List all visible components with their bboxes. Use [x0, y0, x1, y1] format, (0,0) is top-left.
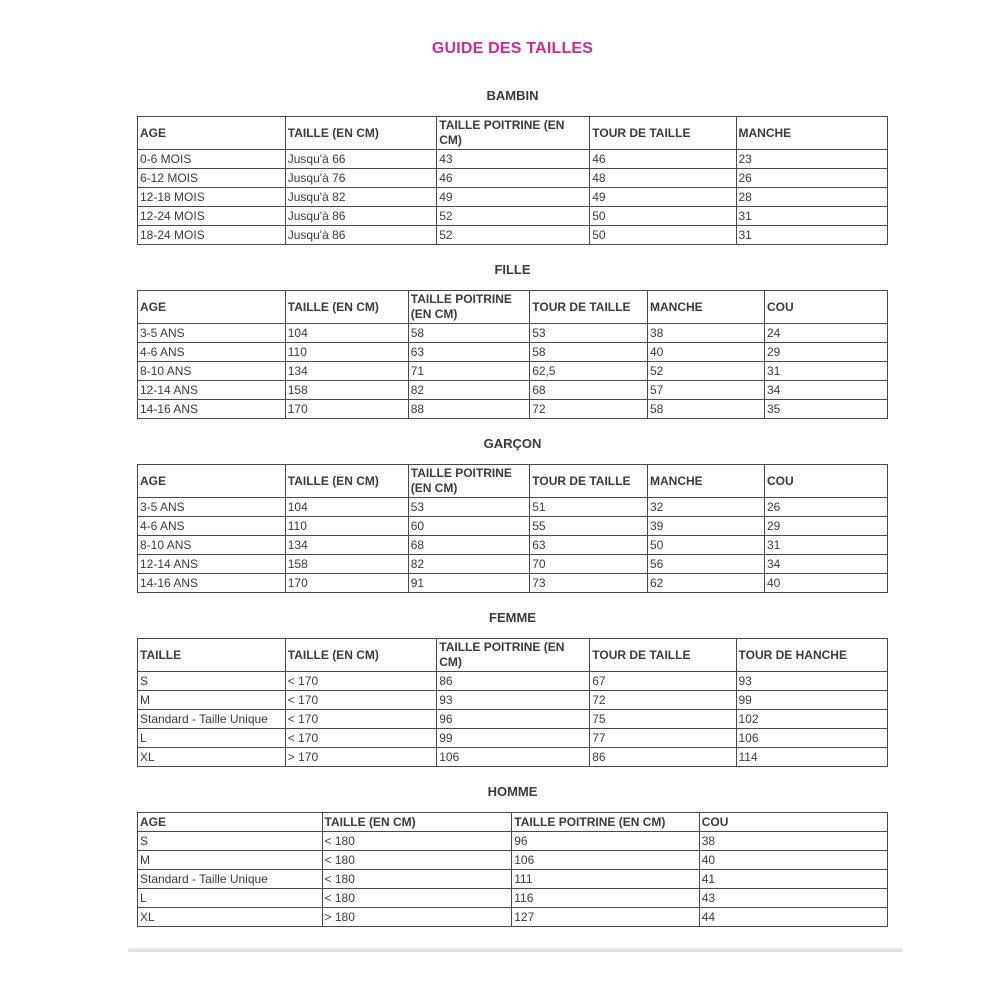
table-cell: M	[138, 851, 323, 870]
column-header: TOUR DE TAILLE	[590, 117, 736, 150]
column-header: TAILLE POITRINE (EN CM)	[408, 291, 530, 324]
table-cell: 39	[648, 517, 765, 536]
table-cell: 52	[648, 362, 765, 381]
table-cell: 88	[408, 400, 530, 419]
table-cell: 40	[765, 574, 888, 593]
table-cell: 63	[408, 343, 530, 362]
table-cell: < 180	[322, 889, 512, 908]
page-title: GUIDE DES TAILLES	[431, 40, 594, 57]
table-cell: 82	[408, 381, 530, 400]
column-header: COU	[765, 291, 888, 324]
table-cell: 41	[699, 870, 887, 889]
table-cell: 23	[736, 150, 888, 169]
table-cell: 40	[699, 851, 887, 870]
table-cell: 8-10 ANS	[138, 536, 286, 555]
table-row	[138, 400, 888, 419]
table-row	[138, 889, 888, 908]
table-cell: 86	[437, 672, 590, 691]
table-cell: 31	[765, 536, 888, 555]
table-cell: 170	[285, 574, 408, 593]
size-table	[137, 812, 888, 927]
table-cell: 62,5	[530, 362, 648, 381]
table-cell: 99	[437, 729, 590, 748]
column-header: TOUR DE TAILLE	[590, 639, 736, 672]
table-cell: > 180	[322, 908, 512, 927]
column-header: MANCHE	[648, 465, 765, 498]
size-table	[137, 638, 888, 767]
table-cell: XL	[138, 908, 323, 927]
column-header: COU	[765, 465, 888, 498]
table-row	[138, 169, 888, 188]
table-cell: < 170	[285, 672, 437, 691]
table-cell: 6-12 MOIS	[138, 169, 286, 188]
table-cell: 50	[648, 536, 765, 555]
table-cell: 29	[765, 343, 888, 362]
table-row	[138, 748, 888, 767]
table-cell: 14-16 ANS	[138, 400, 286, 419]
size-guide-section	[137, 89, 888, 245]
table-row	[138, 188, 888, 207]
table-cell: 127	[512, 908, 700, 927]
table-cell: 26	[736, 169, 888, 188]
table-cell: 110	[285, 517, 408, 536]
table-row	[138, 870, 888, 889]
table-cell: XL	[138, 748, 286, 767]
table-cell: 24	[765, 324, 888, 343]
table-cell: 111	[512, 870, 700, 889]
table-cell: 110	[285, 343, 408, 362]
table-cell: 63	[530, 536, 648, 555]
table-header-row	[138, 639, 888, 672]
table-cell: 29	[765, 517, 888, 536]
table-row	[138, 851, 888, 870]
table-cell: 12-14 ANS	[138, 381, 286, 400]
table-cell: 58	[530, 343, 648, 362]
section-heading: FEMME	[489, 610, 536, 625]
column-header: MANCHE	[736, 117, 888, 150]
table-cell: 49	[590, 188, 736, 207]
table-row	[138, 381, 888, 400]
table-cell: 3-5 ANS	[138, 324, 286, 343]
table-cell: 170	[285, 400, 408, 419]
table-cell: 46	[590, 150, 736, 169]
table-cell: 40	[648, 343, 765, 362]
size-table	[137, 464, 888, 593]
table-cell: 96	[512, 832, 700, 851]
table-row	[138, 832, 888, 851]
table-cell: 68	[408, 536, 530, 555]
column-header: TOUR DE TAILLE	[530, 465, 648, 498]
table-cell: 106	[437, 748, 590, 767]
table-row	[138, 324, 888, 343]
table-cell: 38	[648, 324, 765, 343]
table-row	[138, 150, 888, 169]
column-header: AGE	[138, 465, 286, 498]
table-cell: 50	[590, 226, 736, 245]
column-header: TOUR DE TAILLE	[530, 291, 648, 324]
table-row	[138, 536, 888, 555]
table-cell: Jusqu'à 66	[285, 150, 437, 169]
table-cell: S	[138, 672, 286, 691]
column-header: TAILLE POITRINE (EN CM)	[437, 639, 590, 672]
table-row	[138, 691, 888, 710]
table-row	[138, 908, 888, 927]
table-cell: 134	[285, 362, 408, 381]
column-header: TOUR DE HANCHE	[736, 639, 888, 672]
table-cell: < 180	[322, 870, 512, 889]
table-cell: 3-5 ANS	[138, 498, 286, 517]
table-cell: 106	[736, 729, 888, 748]
table-cell: < 170	[285, 710, 437, 729]
table-cell: 28	[736, 188, 888, 207]
size-guide-section	[137, 437, 888, 593]
table-cell: < 170	[285, 691, 437, 710]
table-cell: Jusqu'à 86	[285, 226, 437, 245]
table-row	[138, 207, 888, 226]
column-header: TAILLE (EN CM)	[285, 639, 437, 672]
table-cell: 71	[408, 362, 530, 381]
table-cell: 67	[590, 672, 736, 691]
table-cell: 73	[530, 574, 648, 593]
table-cell: 52	[437, 226, 590, 245]
table-cell: M	[138, 691, 286, 710]
table-cell: L	[138, 729, 286, 748]
size-guide-section	[137, 611, 888, 767]
table-row	[138, 343, 888, 362]
table-cell: < 180	[322, 832, 512, 851]
table-cell: 158	[285, 381, 408, 400]
table-cell: 114	[736, 748, 888, 767]
table-cell: 60	[408, 517, 530, 536]
column-header: TAILLE POITRINE (EN CM)	[437, 117, 590, 150]
table-cell: 32	[648, 498, 765, 517]
column-header: TAILLE POITRINE (EN CM)	[408, 465, 530, 498]
table-cell: 72	[590, 691, 736, 710]
table-row	[138, 517, 888, 536]
table-cell: Jusqu'à 82	[285, 188, 437, 207]
size-table	[137, 116, 888, 245]
table-cell: Standard - Taille Unique	[138, 870, 323, 889]
table-cell: 35	[765, 400, 888, 419]
column-header: COU	[699, 813, 887, 832]
table-cell: 31	[736, 207, 888, 226]
size-guide-content	[137, 0, 888, 952]
section-heading: HOMME	[487, 784, 538, 799]
table-cell: 4-6 ANS	[138, 343, 286, 362]
table-cell: 12-24 MOIS	[138, 207, 286, 226]
table-cell: 43	[437, 150, 590, 169]
table-cell: 44	[699, 908, 887, 927]
table-cell: 93	[437, 691, 590, 710]
size-guide-section	[137, 263, 888, 419]
table-row	[138, 362, 888, 381]
column-header: AGE	[138, 117, 286, 150]
column-header: TAILLE (EN CM)	[322, 813, 512, 832]
column-header: AGE	[138, 291, 286, 324]
table-cell: 57	[648, 381, 765, 400]
table-cell: 53	[530, 324, 648, 343]
table-cell: 158	[285, 555, 408, 574]
table-cell: 34	[765, 555, 888, 574]
table-cell: 34	[765, 381, 888, 400]
table-cell: Jusqu'à 76	[285, 169, 437, 188]
table-row	[138, 574, 888, 593]
bottom-divider	[128, 948, 903, 952]
table-cell: 14-16 ANS	[138, 574, 286, 593]
column-header: TAILLE	[138, 639, 286, 672]
table-cell: 104	[285, 498, 408, 517]
table-cell: < 180	[322, 851, 512, 870]
column-header: TAILLE (EN CM)	[285, 117, 437, 150]
table-cell: 70	[530, 555, 648, 574]
table-cell: 99	[736, 691, 888, 710]
table-header-row	[138, 465, 888, 498]
table-cell: 52	[437, 207, 590, 226]
table-cell: 55	[530, 517, 648, 536]
table-row	[138, 555, 888, 574]
table-row	[138, 710, 888, 729]
table-cell: 48	[590, 169, 736, 188]
table-cell: 4-6 ANS	[138, 517, 286, 536]
table-cell: S	[138, 832, 323, 851]
table-cell: 38	[699, 832, 887, 851]
table-cell: 104	[285, 324, 408, 343]
table-cell: 8-10 ANS	[138, 362, 286, 381]
table-cell: 26	[765, 498, 888, 517]
table-cell: 91	[408, 574, 530, 593]
table-cell: > 170	[285, 748, 437, 767]
table-cell: 62	[648, 574, 765, 593]
table-cell: 68	[530, 381, 648, 400]
section-heading: FILLE	[494, 262, 531, 277]
table-cell: 50	[590, 207, 736, 226]
table-cell: 93	[736, 672, 888, 691]
table-cell: 43	[699, 889, 887, 908]
table-cell: 49	[437, 188, 590, 207]
table-cell: 12-18 MOIS	[138, 188, 286, 207]
table-cell: 46	[437, 169, 590, 188]
section-heading: GARÇON	[483, 436, 542, 451]
table-header-row	[138, 117, 888, 150]
section-heading: BAMBIN	[486, 88, 539, 103]
table-header-row	[138, 813, 888, 832]
table-cell: 31	[765, 362, 888, 381]
table-cell: 75	[590, 710, 736, 729]
column-header: AGE	[138, 813, 323, 832]
table-cell: 106	[512, 851, 700, 870]
table-cell: 58	[408, 324, 530, 343]
table-cell: 86	[590, 748, 736, 767]
column-header: MANCHE	[648, 291, 765, 324]
size-table	[137, 290, 888, 419]
table-cell: 56	[648, 555, 765, 574]
table-cell: L	[138, 889, 323, 908]
table-row	[138, 672, 888, 691]
table-cell: 116	[512, 889, 700, 908]
table-cell: < 170	[285, 729, 437, 748]
table-row	[138, 226, 888, 245]
table-cell: Jusqu'à 86	[285, 207, 437, 226]
column-header: TAILLE POITRINE (EN CM)	[512, 813, 700, 832]
table-cell: 72	[530, 400, 648, 419]
table-cell: 58	[648, 400, 765, 419]
table-cell: 12-14 ANS	[138, 555, 286, 574]
table-row	[138, 498, 888, 517]
column-header: TAILLE (EN CM)	[285, 465, 408, 498]
size-guide-section	[137, 785, 888, 927]
table-cell: 134	[285, 536, 408, 555]
table-cell: 53	[408, 498, 530, 517]
table-cell: 82	[408, 555, 530, 574]
table-cell: 77	[590, 729, 736, 748]
table-cell: 96	[437, 710, 590, 729]
table-cell: 31	[736, 226, 888, 245]
size-guide-sections	[137, 89, 888, 927]
table-cell: 51	[530, 498, 648, 517]
column-header: TAILLE (EN CM)	[285, 291, 408, 324]
table-cell: Standard - Taille Unique	[138, 710, 286, 729]
table-header-row	[138, 291, 888, 324]
table-row	[138, 729, 888, 748]
table-cell: 18-24 MOIS	[138, 226, 286, 245]
table-cell: 0-6 MOIS	[138, 150, 286, 169]
table-cell: 102	[736, 710, 888, 729]
